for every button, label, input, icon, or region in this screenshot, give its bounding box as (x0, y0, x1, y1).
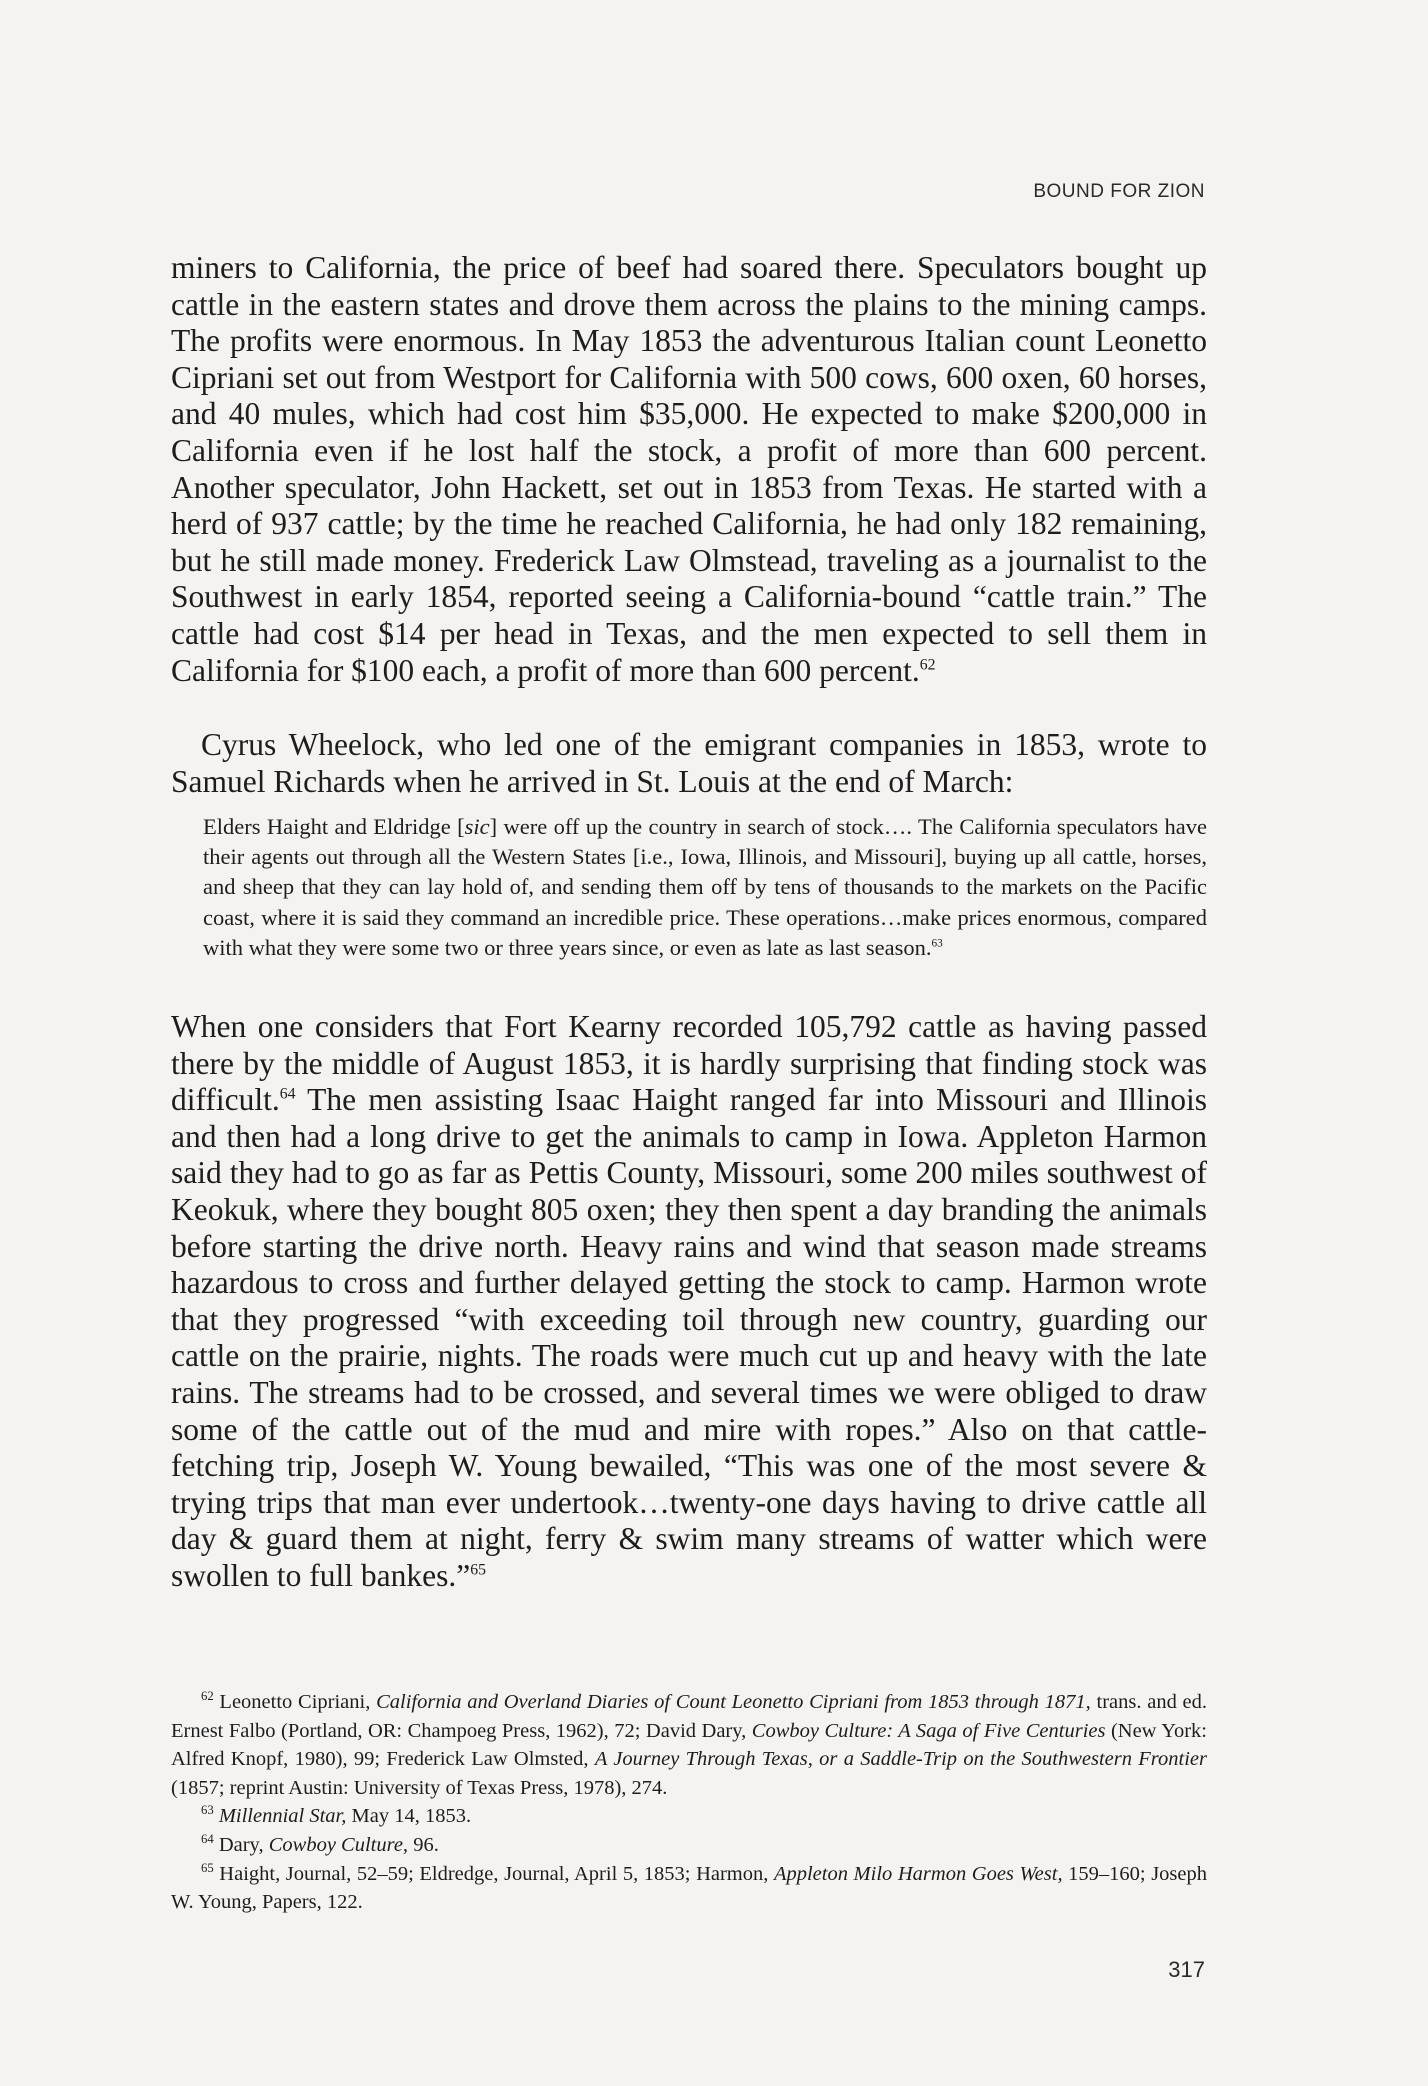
footnote-62 (171, 1688, 1207, 1802)
footnote-text: Leonetto Cipriani, (213, 1691, 377, 1713)
footnote-ref-63[interactable]: 63 (931, 937, 943, 950)
page-number: 317 (1168, 1957, 1205, 1982)
body-paragraph-2: Cyrus Wheelock, who led one of the emigrant companies in 1853, wrote to Samuel Richards when he arrived in St. Louis at the end of March: (171, 727, 1207, 799)
footnote-title: A Journey Through Texas, or a Saddle-Trip on the Southwestern Frontier (594, 1748, 1207, 1771)
footnote-text: Dary, (213, 1833, 269, 1856)
footnote-title: Millennial Star, (218, 1805, 347, 1828)
footnote-64 (171, 1831, 1207, 1860)
body-paragraph-1 (171, 250, 1207, 689)
body-paragraph-3 (171, 1009, 1207, 1595)
footnote-number: 65 (201, 1860, 214, 1875)
paragraph-3-text-a: When one considers that Fort Kearny recorded 105,792 cattle as having passed there by the middle of August 1853, it is hardly surprising that finding stock was difficult. (171, 1009, 1207, 1118)
footnote-ref-65[interactable]: 65 (470, 1561, 486, 1579)
footnote-number: 63 (201, 1803, 214, 1818)
block-quote (203, 812, 1207, 963)
running-head: BOUND FOR ZION (1033, 181, 1205, 202)
footnote-text: trans. and ed. Ernest Falbo (Portland, OR: Champoeg Press, 1962), 72; David Dary, (171, 1691, 1208, 1742)
footnote-title: Cowboy Culture: A Saga of Five Centuries (751, 1719, 1106, 1742)
paragraph-1-text: miners to California, the price of beef had soared there. Speculators bought up cattle in the eastern states and drove them across the plains to the mining camps. The profits were enormous. In May 1853 the adventurous Italian count Leonetto Cipriani set out from Westport for California with 500 cows, 600 oxen, 60 horses, and 40 mules, which had cost him $35,000. He expected to make $200,000 in California even if he lost half the stock, a profit of more than 600 percent. Another speculator, John Hackett, set out in 1853 from Texas. He started with a herd of 937 cattle; by the time he reached California, he had only 182 remaining, but he still made money. Frederick Law Olmstead, traveling as a journalist to the Southwest in early 1854, reported seeing a California-bound “cattle train.” The cattle had cost $14 per head in Texas, and the men expected to sell them in California for $100 each, a profit of more than 600 percent. (171, 250, 1207, 688)
footnotes-section (171, 1688, 1207, 1917)
footnote-text: (1857; reprint Austin: University of Texas Press, 1978), 274. (171, 1776, 668, 1799)
quote-text-end: ] were off up the country in search of stock…. The California speculators have their agents out through all the Western States [i.e., Iowa, Illinois, and Missouri], buying up all cattle, horses, and sheep that they can lay hold of, and sending them off by tens of thousands to the markets on the Pacific coast, where it is said they command an incredible price. These operations…make prices enormous, compared with what they were some two or three years since, or even as late as last season. (203, 814, 1207, 960)
footnote-text: May 14, 1853. (346, 1805, 472, 1828)
quote-text-start: Elders Haight and Eldridge [ (203, 814, 465, 839)
footnote-65 (171, 1860, 1207, 1917)
footnote-text: Haight, Journal, 52–59; Eldredge, Journal, April 5, 1853; Harmon, (213, 1862, 774, 1885)
footnote-title: Cowboy Culture, (268, 1833, 409, 1856)
quote-sic: sic (464, 814, 490, 839)
paragraph-3-text-b: The men assisting Isaac Haight ranged far into Missouri and Illinois and then had a long drive to get the animals to camp in Iowa. Appleton Harmon said they had to go as far as Pettis County, Missouri, some 200 miles southwest of Keokuk, where they bought 805 oxen; they then spent a day branding the animals before starting the drive north. Heavy rains and wind that season made streams hazardous to cross and further delayed getting the stock to camp. Harmon wrote that they progressed “with exceeding toil through new country, guarding our cattle on the prairie, nights. The roads were much cut up and heavy with the late rains. The streams had to be crossed, and several times we were obliged to draw some of the cattle out of the mud and mire with ropes.” Also on that cattle-fetching trip, Joseph W. Young bewailed, “This was one of the most severe & trying trips that man ever undertook…twenty-one days having to drive cattle all day & guard them at night, ferry & swim many streams of watter which were swollen to full bankes.” (171, 1082, 1207, 1593)
footnote-title: California and Overland Diaries of Count Leonetto Cipriani from 1853 through 1871, (376, 1691, 1091, 1713)
footnote-ref-62[interactable]: 62 (919, 656, 936, 674)
footnote-text: 96. (408, 1833, 439, 1856)
footnote-number: 64 (201, 1832, 214, 1847)
footnote-63 (171, 1802, 1207, 1831)
footnote-title: Appleton Milo Harmon Goes West, (773, 1862, 1063, 1885)
footnote-ref-64[interactable]: 64 (279, 1085, 296, 1103)
footnote-text: 159–160; Joseph W. Young, Papers, 122. (171, 1862, 1208, 1914)
footnote-text: (New York: Alfred Knopf, 1980), 99; Frederick Law Olmsted, (171, 1719, 1207, 1771)
footnote-number: 62 (201, 1689, 214, 1704)
